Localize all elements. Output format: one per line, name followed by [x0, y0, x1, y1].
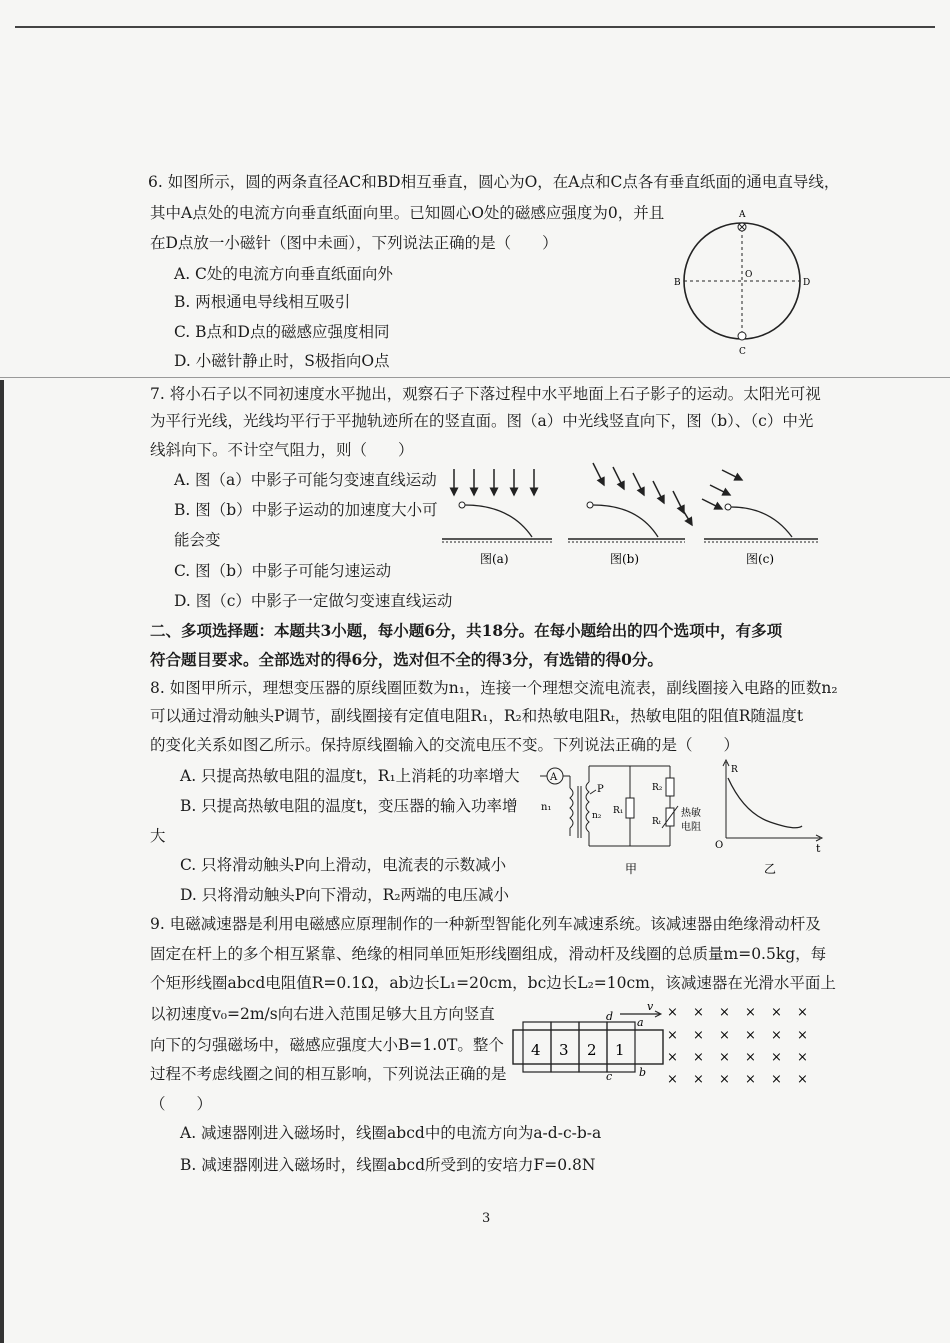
field-cross: ×: [667, 1050, 678, 1065]
figure-a: [442, 469, 552, 566]
q7-option-a: A. 图（a）中影子可能匀变速直线运动: [174, 471, 437, 489]
corner-c: c: [606, 1070, 613, 1083]
q9-option-b: B. 减速器刚进入磁场时，线圈abcd所受到的安培力F=0.8N: [180, 1156, 596, 1174]
p-label: P: [597, 784, 604, 795]
field-cross: ×: [693, 1072, 704, 1087]
q7-stem-line3: 线斜向下。不计空气阻力，则（ ）: [150, 441, 414, 459]
field-cross: ×: [693, 1050, 704, 1065]
q7-stem-line1: 7. 将小石子以不同初速度水平抛出，观察石子下落过程中水平地面上石子影子的运动。太阳光可视: [150, 385, 821, 403]
field-cross: ×: [693, 1028, 704, 1043]
section2-heading-line1: 二、多项选择题：本题共3小题，每小题6分，共18分。在每小题给出的四个选项中，有多项: [150, 621, 783, 640]
field-cross: ×: [771, 1028, 782, 1043]
field-cross: ×: [719, 1072, 730, 1087]
field-cross: ×: [667, 1005, 678, 1020]
top-rule: [15, 26, 935, 28]
circuit-jia: [540, 766, 701, 876]
section2-heading-line2: 符合题目要求。全部选对的得6分，选对但不全的得3分，有选错的得0分。: [150, 650, 663, 669]
q9-option-a: A. 减速器刚进入磁场时，线圈abcd中的电流方向为a-d-c-b-a: [180, 1124, 602, 1142]
ammeter-label: A: [550, 772, 558, 783]
coil-label-1: 1: [615, 1041, 625, 1059]
q8-option-b: B. 只提高热敏电阻的温度t，变压器的输入功率增: [180, 797, 518, 815]
axis-t-label: t: [816, 842, 821, 855]
label-a: A: [739, 210, 746, 220]
q8-stem-line1: 8. 如图甲所示，理想变压器的原线圈匝数为n₁，连接一个理想交流电流表，副线圈接入电路的匝数n₂: [150, 679, 838, 697]
q7-stem-line2: 为平行光线，光线均平行于平抛轨迹所在的竖直面。图（a）中光线竖直向下，图（b）、（c）中光: [150, 412, 814, 430]
graph-yi: [715, 760, 822, 876]
corner-d: d: [606, 1010, 614, 1023]
figure-b: [568, 463, 692, 566]
velocity-label: v: [647, 1000, 654, 1013]
corner-b: b: [639, 1066, 647, 1079]
q9-decelerator-figure: [505, 1000, 825, 1085]
field-cross: ×: [719, 1028, 730, 1043]
n1-label: n₁: [541, 802, 552, 813]
thermistor-label-1: 热敏: [681, 808, 701, 819]
q9-stem-line4: 以初速度v₀=2m/s向右进入范围足够大且方向竖直: [150, 1005, 495, 1023]
caption-yi: 乙: [764, 862, 777, 876]
scan-fold-line: [0, 377, 950, 378]
wire-c-marker: [738, 332, 746, 340]
field-cross: ×: [745, 1005, 756, 1020]
q7-option-c: C. 图（b）中影子可能匀速运动: [174, 562, 392, 580]
corner-a: a: [637, 1016, 644, 1029]
q6-option-c: C. B点和D点的磁感应强度相同: [174, 323, 390, 341]
field-cross: ×: [771, 1005, 782, 1020]
q6-option-a: A. C处的电流方向垂直纸面向外: [174, 265, 393, 283]
n2-label: n₂: [592, 811, 602, 821]
field-cross: ×: [797, 1050, 808, 1065]
label-c: C: [739, 347, 746, 357]
q6-option-b: B. 两根通电导线相互吸引: [174, 293, 351, 311]
q8-option-c: C. 只将滑动触头P向上滑动，电流表的示数减小: [180, 856, 507, 874]
q8-stem-line3: 的变化关系如图乙所示。保持原线圈输入的交流电压不变。下列说法正确的是（ ）: [150, 736, 740, 754]
q7-shadow-figures: [440, 455, 820, 575]
field-cross: ×: [693, 1005, 704, 1020]
r1-label: R₁: [613, 806, 624, 816]
field-cross: ×: [667, 1028, 678, 1043]
page-number: 3: [482, 1211, 491, 1226]
q6-option-d: D. 小磁针静止时，S极指向O点: [174, 352, 390, 370]
q7-option-d: D. 图（c）中影子一定做匀变速直线运动: [174, 592, 453, 610]
rt-label: Rₜ: [652, 817, 661, 827]
label-d: D: [803, 278, 811, 288]
caption-b: 图(b): [610, 552, 640, 566]
label-b: B: [674, 278, 681, 288]
caption-jia: 甲: [625, 862, 638, 876]
axis-r-label: R: [731, 765, 738, 775]
label-o: O: [745, 270, 753, 280]
q6-stem-line1: 6. 如图所示，圆的两条直径AC和BD相互垂直，圆心为O，在A点和C点各有垂直纸面的通电直导线，: [148, 173, 840, 191]
q8-option-b-cont: 大: [150, 827, 166, 845]
q8-circuit-figure: [530, 758, 830, 878]
figure-c: [702, 470, 818, 566]
r2-label: R₂: [652, 783, 663, 793]
q6-stem-line3: 在D点放一小磁针（图中未画），下列说法正确的是（ ）: [150, 234, 558, 252]
q8-option-d: D. 只将滑动触头P向下滑动，R₂两端的电压减小: [180, 886, 510, 904]
q8-stem-line2: 可以通过滑动触头P调节，副线圈接有定值电阻R₁，R₂和热敏电阻Rₜ，热敏电阻的阻值R随温度t: [150, 707, 804, 725]
q9-stem-line2: 固定在杆上的多个相互紧靠、绝缘的相同单匝矩形线圈组成，滑动杆及线圈的总质量m=0.5kg，每: [150, 945, 827, 963]
coil-label-4: 4: [531, 1041, 541, 1059]
scan-edge-shadow: [0, 380, 4, 1343]
q9-stem-line5: 向下的匀强磁场中，磁感应强度大小B=1.0T。整个: [150, 1036, 504, 1054]
field-cross: ×: [797, 1072, 808, 1087]
q9-stem-line1: 9. 电磁减速器是利用电磁感应原理制作的一种新型智能化列车减速系统。该减速器由绝缘滑动杆及: [150, 915, 821, 933]
q6-circle-figure: [670, 205, 820, 365]
caption-a: 图(a): [480, 552, 509, 566]
coil-assembly: [513, 1000, 663, 1083]
field-cross: ×: [745, 1028, 756, 1043]
q9-stem-line7: （ ）: [150, 1095, 213, 1113]
q9-stem-line3: 个矩形线圈abcd电阻值R=0.1Ω，ab边长L₁=20cm，bc边长L₂=10cm，该减速器在光滑水平面上: [150, 974, 836, 992]
coil-label-2: 2: [587, 1041, 597, 1059]
field-cross: ×: [771, 1072, 782, 1087]
field-cross: ×: [719, 1005, 730, 1020]
q8-option-a: A. 只提高热敏电阻的温度t，R₁上消耗的功率增大: [180, 767, 520, 785]
field-cross: ×: [771, 1050, 782, 1065]
thermistor-label-2: 电阻: [681, 822, 701, 833]
coil-label-3: 3: [559, 1041, 569, 1059]
field-cross: ×: [667, 1072, 678, 1087]
q6-stem-line2: 其中A点处的电流方向垂直纸面向里。已知圆心O处的磁感应强度为0，并且: [150, 204, 665, 222]
field-cross: ×: [719, 1050, 730, 1065]
field-cross: ×: [745, 1050, 756, 1065]
q7-option-b-cont: 能会变: [174, 531, 221, 549]
field-cross: ×: [797, 1028, 808, 1043]
magnetic-field-region: [667, 1005, 808, 1087]
q7-option-b: B. 图（b）中影子运动的加速度大小可: [174, 501, 438, 519]
field-cross: ×: [797, 1005, 808, 1020]
field-cross: ×: [745, 1072, 756, 1087]
axis-o-label: O: [715, 840, 724, 851]
q9-stem-line6: 过程不考虑线圈之间的相互影响，下列说法正确的是: [150, 1065, 507, 1083]
caption-c: 图(c): [746, 552, 775, 566]
